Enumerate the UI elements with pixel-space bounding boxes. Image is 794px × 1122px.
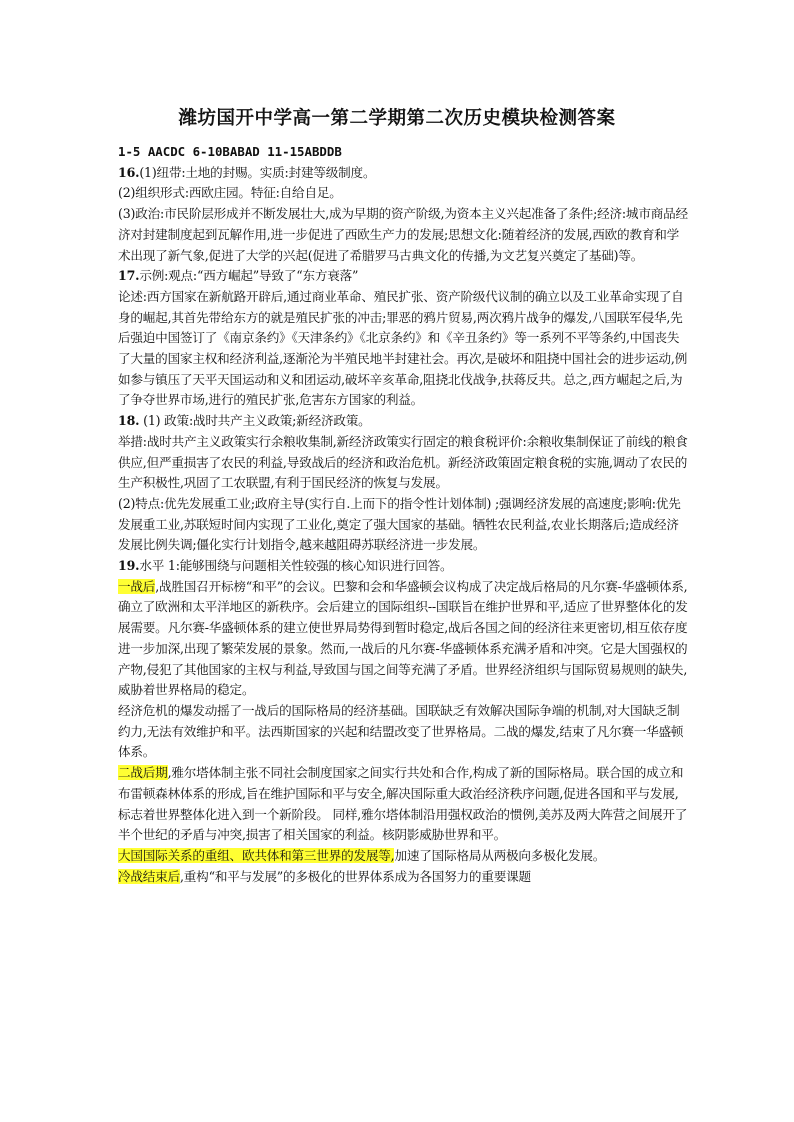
q19-paragraph-5-text: ,重构“和平与发展”的多极化的世界体系成为各国努力的重要课题 xyxy=(179,868,531,884)
q19-paragraph-1-text: ,战胜国召开标榜“和平”的会议。巴黎和会和华盛顿会议构成了决定战后格局的凡尔赛-华盛顿体系,确立了欧洲和太平洋地区的新秩序。会后建立的国际组织--国联旨在维护世界和平,适应了世界整体化的发展需要。凡尔赛-华盛顿体系的建立使世界局势得到暂时稳定,战后各国之间的经济往来更密切,相互依存度进一步加深,出现了繁荣发展的景象。然而,一战后的凡尔赛-华盛顿体系充满矛盾和冲突。它是大国强权的产物,侵犯了其他国家的主权与利益,导致国与国之间等充满了矛盾。世界经济组织与国际贸易规则的缺失,威胁着世界格局的稳定。 xyxy=(118,578,688,698)
q16-number: 16. xyxy=(118,164,140,180)
q16-part2: (2)组织形式:西欧庄园。特征:自给自足。 xyxy=(118,185,342,201)
q19-paragraph-4 xyxy=(118,846,688,867)
question-19 xyxy=(118,556,688,887)
q17-number: 17. xyxy=(118,268,140,284)
q19-paragraph-3-text: ,雅尔塔体制主张不同社会制度国家之间实行共处和合作,构成了新的国际格局。联合国的成立和布雷顿森林体系的形成,旨在维护国际和平与安全,解决国际重大政治经济秩序问题,促进各国和平与发展,标志着世界整体化进入到一个新阶段。 同样,雅尔塔体制沿用强权政治的惯例,美苏及两大阵营之间展开了半个世纪的矛盾与冲突,损害了相关国家的利益。核阴影威胁世界和平。 xyxy=(118,765,688,843)
q18-part1-text: (1) 政策:战时共产主义政策;新经济政策。 xyxy=(139,413,371,429)
highlight-post-ww1: 一战后 xyxy=(118,578,156,594)
answer-body xyxy=(118,142,688,887)
q16-part3: (3)政治:市民阶层形成并不断发展壮大,成为早期的资产阶级,为资本主义兴起准备了条件;经济:城市商品经济对封建制度起到瓦解作用,进一步促进了西欧生产力的发展;思想文化:随着经济的发展,西欧的教育和学术出现了新气象,促进了大学的兴起(促进了希腊罗马古典文化的传播,为文艺复兴奠定了基础)等。 xyxy=(118,206,688,263)
q19-paragraph-2: 经济危机的爆发动摇了一战后的国际格局的经济基础。国联缺乏有效解决国际争端的机制,对大国缺乏制约力,无法有效维护和平。法西斯国家的兴起和结盟改变了世界格局。二战的爆发,结束了凡尔赛一华盛顿体系。 xyxy=(118,702,684,760)
q19-paragraph-1 xyxy=(118,577,688,701)
mc-answers: 1-5 AACDC 6-10BABAD 11-15ABDDB xyxy=(118,144,342,159)
q19-number: 19. xyxy=(118,558,140,574)
q16-part1-text: (1)纽带:土地的封赐。实质:封建等级制度。 xyxy=(139,164,376,180)
q18-measures: 举措:战时共产主义政策实行余粮收集制,新经济政策实行固定的粮食税评价:余粮收集制保证了前线的粮食供应,但严重损害了农民的利益,导致战后的经济和政治危机。新经济政策固定粮食税的实施,调动了农民的生产积极性,巩固了工农联盟,有利于国民经济的恢复与发展。 xyxy=(118,433,688,491)
question-16 xyxy=(118,163,688,267)
highlight-post-cold-war: 冷战结束后 xyxy=(118,868,180,884)
highlight-late-ww2: 二战后期 xyxy=(118,765,168,781)
highlight-restructuring: 大国国际关系的重组、欧共体和第三世界的发展等, xyxy=(118,847,395,863)
q19-level xyxy=(118,556,688,577)
q19-level-text: 水平 1:能够围绕与问题相关性较强的核心知识进行回答。 xyxy=(139,558,453,574)
q19-paragraph-5 xyxy=(118,867,688,888)
question-17 xyxy=(118,266,688,411)
q18-part2: (2)特点:优先发展重工业;政府主导(实行自.上而下的指令性计划体制) ;强调经济发展的高速度;影响:优先发展重工业,苏联短时间内实现了工业化,奠定了强大国家的基础。牺牲农民利益,农业长期落后;造成经济发展比例失调;僵化实行计划指令,越来越阻碍苏联经济进一步发展。 xyxy=(118,495,681,553)
q17-example xyxy=(118,266,688,287)
q19-paragraph-4-text: 加速了国际格局从两极向多极化发展。 xyxy=(394,847,606,863)
q16-part1 xyxy=(118,163,688,184)
q17-argument: 论述:西方国家在新航路开辟后,通过商业革命、殖民扩张、资产阶级代议制的确立以及工业革命实现了自身的崛起,其首先带给东方的就是殖民扩张的冲击;罪恶的鸦片贸易,两次鸦片战争的爆发,八国联军侵华,先后强迫中国签订了《南京条约》《天津条约》《北京条约》和《辛丑条约》等一系列不平等条约,中国丧失了大量的国家主权和经济利益,逐渐沦为半殖民地半封建社会。再次,是破坏和阻挠中国社会的进步运动,例如参与镇压了天平天国运动和义和团运动,破坏辛亥革命,阻挠北伐战争,扶蒋反共。总之,西方崛起之后,为了争夺世界市场,进行的殖民扩张,危害东方国家的利益。 xyxy=(118,288,688,408)
q19-paragraph-3 xyxy=(118,763,688,846)
q17-example-text: 示例:观点:“西方崛起”导致了“东方衰落” xyxy=(139,268,359,284)
q18-part1 xyxy=(118,411,688,432)
page-title: 潍坊国开中学高一第二学期第二次历史模块检测答案 xyxy=(178,108,616,129)
question-18 xyxy=(118,411,688,556)
q18-number: 18. xyxy=(118,413,140,429)
